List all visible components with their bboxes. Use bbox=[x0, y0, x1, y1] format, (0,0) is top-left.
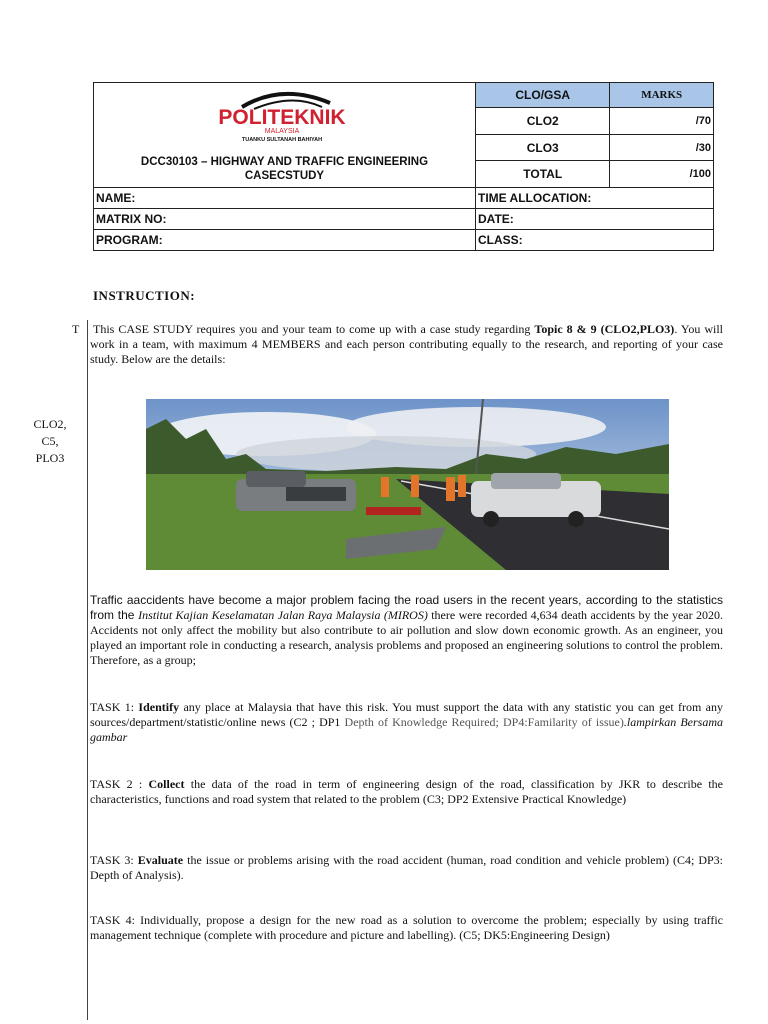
total-marks: /100 bbox=[610, 161, 714, 188]
instruction-heading: INSTRUCTION: bbox=[93, 288, 196, 303]
task2-paragraph: TASK 2 : Collect the data of the road in term of engineering design of the road, classification by JKR to describe the characteristics, functions and road system that related to the problem (C3; DP2 Extensive Practical Knowledge) bbox=[90, 777, 723, 806]
politeknik-logo bbox=[202, 87, 362, 143]
marks-header: MARKS bbox=[610, 83, 714, 108]
svg-text:TUANKU SULTANAH BAHIYAH: TUANKU SULTANAH BAHIYAH bbox=[241, 137, 323, 143]
accident-photo bbox=[146, 399, 669, 570]
clo3-label: CLO3 bbox=[476, 134, 610, 161]
clo2-label: CLO2 bbox=[476, 108, 610, 135]
margin-t: T bbox=[72, 322, 80, 336]
clo-gsa-header: CLO/GSA bbox=[476, 83, 610, 108]
intro-paragraph: This CASE STUDY requires you and your team to come up with a case study regarding Topic 8 & 9 (CLO2,PLO3). You will work in a team, with maximum 4 MEMBERS and each person contributing equally to the research, and reporting of your case study. Below are the details: bbox=[90, 322, 723, 366]
svg-text:MALAYSIA: MALAYSIA bbox=[264, 128, 300, 135]
program-field: PROGRAM: bbox=[94, 230, 476, 251]
class-field: CLASS: bbox=[476, 230, 714, 251]
margin-divider bbox=[87, 320, 88, 1020]
clo3-marks: /30 bbox=[610, 134, 714, 161]
time-allocation-field: TIME ALLOCATION: bbox=[476, 188, 714, 209]
svg-text:POLITEKNIK: POLITEKNIK bbox=[218, 106, 346, 129]
side-label: CLO2, C5, PLO3 bbox=[33, 417, 67, 465]
clo2-marks: /70 bbox=[610, 108, 714, 135]
name-field: NAME: bbox=[94, 188, 476, 209]
task3-paragraph: TASK 3: Evaluate the issue or problems arising with the road accident (human, road condition and vehicle problem) (C4; DP3: Depth of Analysis). bbox=[90, 853, 723, 882]
background-paragraph: Traffic aaccidents have become a major problem facing the road users in the recent years, according to the statistics from the Institut Kajian Keselamatan Jalan Raya Malaysia (MIROS) there were recorded 4,634 death accidents by the year 2020. Accidents not only affect the mobility but also contribute to air pollution and slow down economic growth. As an engineer, you played an important role in conducting a research, analysis problems and proposed an engineering solutions to control the problem. Therefore, as a group; bbox=[90, 593, 723, 667]
header-logo-cell bbox=[94, 83, 476, 188]
matrix-no-field: MATRIX NO: bbox=[94, 209, 476, 230]
date-field: DATE: bbox=[476, 209, 714, 230]
task1-paragraph: TASK 1: Identify any place at Malaysia that have this risk. You must support the data with any statistic you can get from any sources/department/statistic/online news (C2 ; DP1 Depth of Knowledge Required; DP4:Familarity of issue).lampirkan Bersama gambar bbox=[90, 700, 724, 744]
total-label: TOTAL bbox=[476, 161, 610, 188]
task4-paragraph: TASK 4: Individually, propose a design for the new road as a solution to overcome the problem; especially by using traffic management technique (complete with procedure and picture and labelling). (C5; DK5:Engineering Design) bbox=[90, 913, 723, 942]
course-title: DCC30103 – HIGHWAY AND TRAFFIC ENGINEERING CASECSTUDY bbox=[140, 156, 429, 182]
